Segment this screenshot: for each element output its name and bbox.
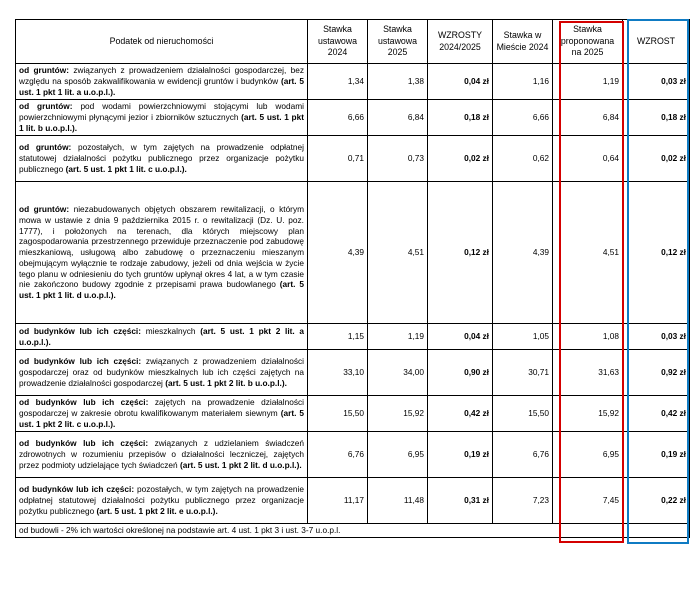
- cell-increase: 0,03 zł: [623, 64, 690, 100]
- cell-city-2024: 7,23: [493, 478, 553, 524]
- cell-rate-2024: 33,10: [308, 350, 368, 396]
- row-description: [16, 396, 308, 432]
- header-proposed-2025: Stawka proponowana na 2025: [553, 20, 623, 64]
- cell-rate-2025: 6,95: [368, 432, 428, 478]
- row-category: od gruntów:: [19, 101, 73, 112]
- header-city-2024: Stawka w Mieście 2024: [493, 20, 553, 64]
- cell-growth: 0,04 zł: [428, 64, 493, 100]
- cell-increase: 0,12 zł: [623, 182, 690, 324]
- cell-growth: 0,18 zł: [428, 100, 493, 136]
- header-rate-2024: Stawka ustawowa 2024: [308, 20, 368, 64]
- footer-row: [16, 524, 690, 538]
- cell-rate-2025: 4,51: [368, 182, 428, 324]
- cell-city-2024: 6,76: [493, 432, 553, 478]
- cell-increase: 0,18 zł: [623, 100, 690, 136]
- row-description: [16, 136, 308, 182]
- table-row: [16, 350, 690, 396]
- row-text: pozostałych, w tym zajętych na prowadzenie odpłatnej statutowej działalności pożytku publicznego przez organizacje pożytku publicznego: [19, 142, 304, 174]
- cell-proposed-2025: 4,51: [553, 182, 623, 324]
- cell-city-2024: 6,66: [493, 100, 553, 136]
- cell-rate-2024: 4,39: [308, 182, 368, 324]
- row-text: mieszkalnych: [141, 325, 201, 336]
- table-row: [16, 478, 690, 524]
- row-category: od gruntów:: [19, 65, 69, 76]
- cell-proposed-2025: 6,84: [553, 100, 623, 136]
- table-row: [16, 136, 690, 182]
- row-legal-reference: (art. 5 ust. 1 pkt 1 lit. a u.o.p.l.).: [19, 76, 304, 97]
- cell-increase: 0,22 zł: [623, 478, 690, 524]
- cell-increase: 0,19 zł: [623, 432, 690, 478]
- row-legal-reference: (art. 5 ust. 1 pkt 2 lit. d u.o.p.l.).: [179, 459, 302, 470]
- row-category: od budynków lub ich części:: [19, 325, 142, 336]
- header-growth: WZROSTY 2024/2025: [428, 20, 493, 64]
- cell-increase: 0,03 zł: [623, 324, 690, 350]
- row-text: związanych z udzielaniem świadczeń zdrowotnych w rozumieniu przepisów o działalności leczniczej, zajętych przez podmioty udzielające tych świadczeń: [19, 438, 304, 470]
- row-category: od budynków lub ich części:: [19, 484, 135, 495]
- cell-growth: 0,19 zł: [428, 432, 493, 478]
- cell-proposed-2025: 15,92: [553, 396, 623, 432]
- cell-rate-2024: 15,50: [308, 396, 368, 432]
- row-legal-reference: (art. 5 ust. 1 pkt 2 lit. e u.o.p.l.).: [96, 505, 218, 516]
- cell-rate-2025: 1,38: [368, 64, 428, 100]
- table-row: [16, 324, 690, 350]
- cell-growth: 0,02 zł: [428, 136, 493, 182]
- table-row: [16, 100, 690, 136]
- row-category: od budynków lub ich części:: [19, 356, 142, 367]
- row-text: związanych z prowadzeniem działalności gospodarczej oraz od budynków mieszkalnych lub ich części zajętych na prowadzenie działalności gospodarczej: [19, 356, 304, 388]
- header-increase: WZROST: [623, 20, 690, 64]
- table-row: [16, 182, 690, 324]
- cell-proposed-2025: 0,64: [553, 136, 623, 182]
- cell-growth: 0,90 zł: [428, 350, 493, 396]
- row-text: pozostałych, w tym zajętych na prowadzenie odpłatnej statutowej działalności pożytku publicznego przez organizacje pożytku publicznego: [19, 484, 304, 516]
- row-legal-reference: (art. 5 ust. 1 pkt 1 lit. d u.o.p.l.).: [19, 279, 304, 301]
- cell-rate-2025: 15,92: [368, 396, 428, 432]
- cell-growth: 0,04 zł: [428, 324, 493, 350]
- cell-increase: 0,42 zł: [623, 396, 690, 432]
- cell-growth: 0,12 zł: [428, 182, 493, 324]
- cell-increase: 0,92 zł: [623, 350, 690, 396]
- cell-rate-2024: 11,17: [308, 478, 368, 524]
- table-row: [16, 64, 690, 100]
- cell-rate-2025: 11,48: [368, 478, 428, 524]
- row-text: pod wodami powierzchniowymi stojącymi lub wodami powierzchniowymi płynącymi jezior i zbiorników sztucznych: [19, 101, 304, 123]
- cell-proposed-2025: 7,45: [553, 478, 623, 524]
- row-category: od gruntów:: [19, 142, 72, 153]
- cell-city-2024: 0,62: [493, 136, 553, 182]
- cell-increase: 0,02 zł: [623, 136, 690, 182]
- row-description: [16, 478, 308, 524]
- row-description: [16, 350, 308, 396]
- row-legal-reference: (art. 5 ust. 1 pkt 1 lit. b u.o.p.l.).: [19, 112, 304, 133]
- row-text: niezabudowanych objętych obszarem rewitalizacji, o którym mowa w ustawie z dnia 9 października 2015 r. o rewitalizacji (Dz. U. poz. 1777), i położonych na terenach, dla których miejscowy plan zagospodarowania przestrzennego przewiduje przeznaczenie pod zabudowę mieszkaniową, usługową albo zabudowę o przeznaczeniu mieszanym obejmującym wyłącznie te rodzaje zabudowy, jeżeli od dnia wejścia w życie tego planu w odniesieniu do tych gruntów upłynął okres 4 lat, a w tym czasie nie zakończono budowy zgodnie z przepisami prawa budowlanego: [19, 203, 305, 290]
- cell-rate-2024: 1,15: [308, 324, 368, 350]
- row-category: od gruntów:: [19, 203, 70, 214]
- cell-rate-2025: 1,19: [368, 324, 428, 350]
- row-description: [16, 64, 308, 100]
- cell-proposed-2025: 31,63: [553, 350, 623, 396]
- cell-proposed-2025: 1,19: [553, 64, 623, 100]
- table-row: [16, 432, 690, 478]
- header-rate-2025: Stawka ustawowa 2025: [368, 20, 428, 64]
- row-description: [16, 182, 308, 324]
- cell-city-2024: 30,71: [493, 350, 553, 396]
- cell-growth: 0,42 zł: [428, 396, 493, 432]
- row-legal-reference: (art. 5 ust. 1 pkt 2 lit. b u.o.p.l.).: [165, 377, 287, 388]
- row-text: związanych z prowadzeniem działalności gospodarczej, bez względu na sposób zakwalifikowania w ewidencji gruntów i budynków: [19, 65, 304, 87]
- row-category: od budynków lub ich części:: [19, 438, 149, 449]
- row-legal-reference: (art. 5 ust. 1 pkt 2 lit. c u.o.p.l.).: [19, 408, 305, 429]
- cell-rate-2024: 1,34: [308, 64, 368, 100]
- cell-proposed-2025: 6,95: [553, 432, 623, 478]
- row-text: zajętych na prowadzenie działalności gospodarczej w zakresie obrotu kwalifikowanym materiałem siewnym: [19, 397, 304, 419]
- cell-growth: 0,31 zł: [428, 478, 493, 524]
- cell-city-2024: 1,16: [493, 64, 553, 100]
- cell-rate-2024: 6,76: [308, 432, 368, 478]
- cell-city-2024: 1,05: [493, 324, 553, 350]
- table-header-row: [16, 20, 690, 64]
- row-description: [16, 100, 308, 136]
- cell-rate-2025: 34,00: [368, 350, 428, 396]
- table-body: [16, 64, 690, 524]
- footer-note: od budowli - 2% ich wartości określonej na podstawie art. 4 ust. 1 pkt 3 i ust. 3-7 u.o.p.l.: [16, 524, 690, 538]
- cell-city-2024: 4,39: [493, 182, 553, 324]
- table-row: [16, 396, 690, 432]
- cell-proposed-2025: 1,08: [553, 324, 623, 350]
- row-description: [16, 324, 308, 350]
- cell-city-2024: 15,50: [493, 396, 553, 432]
- cell-rate-2025: 6,84: [368, 100, 428, 136]
- cell-rate-2024: 6,66: [308, 100, 368, 136]
- row-legal-reference: (art. 5 ust. 1 pkt 1 lit. c u.o.p.l.).: [65, 163, 187, 174]
- row-description: [16, 432, 308, 478]
- row-category: od budynków lub ich części:: [19, 397, 149, 408]
- header-subject: Podatek od nieruchomości: [16, 20, 308, 64]
- tax-rates-table: [15, 19, 690, 538]
- cell-rate-2025: 0,73: [368, 136, 428, 182]
- row-legal-reference: (art. 5 ust. 1 pkt 2 lit. a u.o.p.l.).: [19, 325, 304, 347]
- cell-rate-2024: 0,71: [308, 136, 368, 182]
